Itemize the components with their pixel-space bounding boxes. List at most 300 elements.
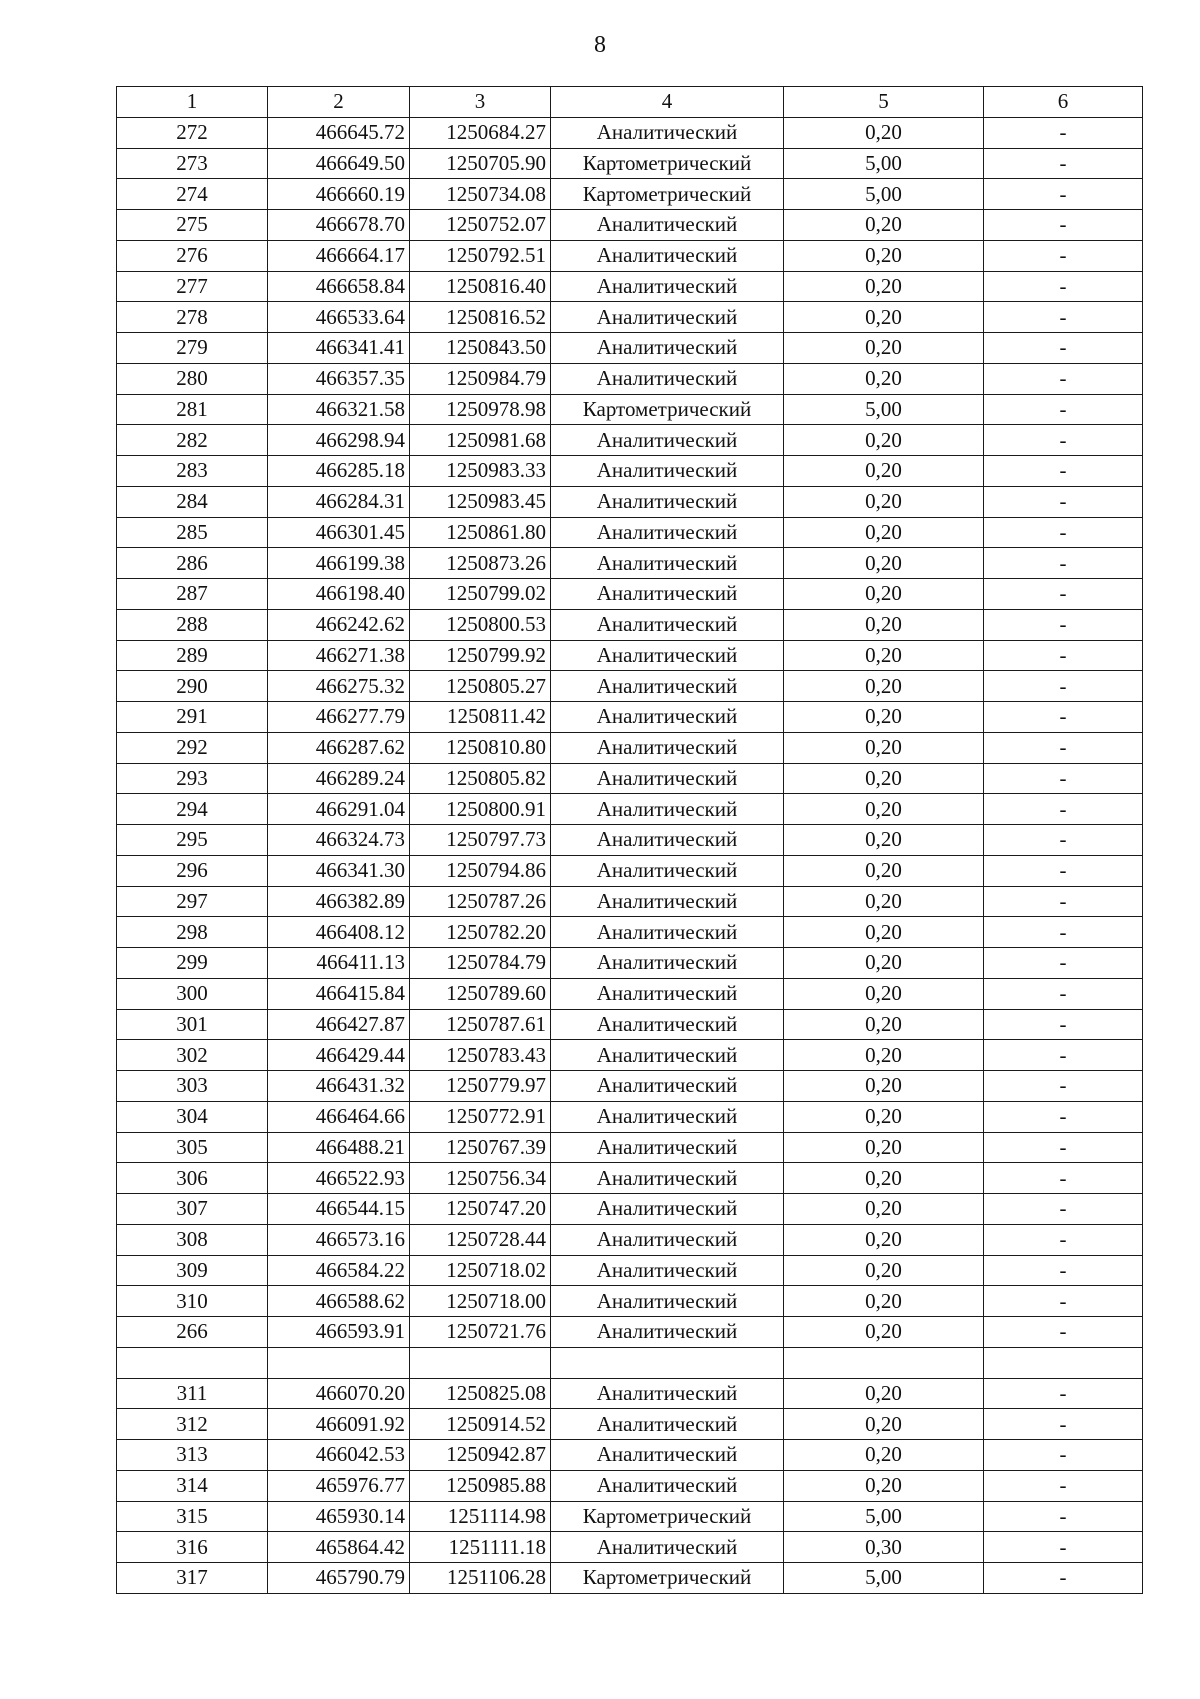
point-number-cell: 289 bbox=[117, 640, 268, 671]
note-cell: - bbox=[984, 886, 1143, 917]
x-coordinate-cell: 466573.16 bbox=[268, 1224, 410, 1255]
method-cell: Аналитический bbox=[551, 1071, 784, 1102]
table-row bbox=[117, 179, 1143, 210]
x-coordinate-cell: 466429.44 bbox=[268, 1040, 410, 1071]
note-cell: - bbox=[984, 671, 1143, 702]
method-cell: Аналитический bbox=[551, 517, 784, 548]
y-coordinate-cell: 1250783.43 bbox=[410, 1040, 551, 1071]
method-cell: Аналитический bbox=[551, 425, 784, 456]
table-row bbox=[117, 240, 1143, 271]
y-coordinate-cell: 1250811.42 bbox=[410, 702, 551, 733]
x-coordinate-cell: 466287.62 bbox=[268, 732, 410, 763]
x-coordinate-cell: 466522.93 bbox=[268, 1163, 410, 1194]
table-row bbox=[117, 640, 1143, 671]
accuracy-cell: 0,20 bbox=[784, 333, 984, 364]
header-col-6: 6 bbox=[984, 87, 1143, 118]
page-number: 8 bbox=[594, 32, 606, 58]
y-coordinate-cell: 1250705.90 bbox=[410, 148, 551, 179]
y-coordinate-cell: 1250797.73 bbox=[410, 825, 551, 856]
note-cell: - bbox=[984, 1132, 1143, 1163]
x-coordinate-cell: 466242.62 bbox=[268, 609, 410, 640]
y-coordinate-cell: 1250734.08 bbox=[410, 179, 551, 210]
point-number-cell: 284 bbox=[117, 486, 268, 517]
coordinates-table bbox=[116, 86, 1143, 1594]
accuracy-cell: 0,20 bbox=[784, 1409, 984, 1440]
note-cell: - bbox=[984, 1409, 1143, 1440]
point-number-cell: 296 bbox=[117, 855, 268, 886]
note-cell: - bbox=[984, 548, 1143, 579]
accuracy-cell: 0,20 bbox=[784, 1470, 984, 1501]
method-cell: Аналитический bbox=[551, 886, 784, 917]
table-row bbox=[117, 333, 1143, 364]
point-number-cell: 293 bbox=[117, 763, 268, 794]
table-row bbox=[117, 1470, 1143, 1501]
method-cell: Аналитический bbox=[551, 1040, 784, 1071]
point-number-cell: 274 bbox=[117, 179, 268, 210]
accuracy-cell: 0,20 bbox=[784, 825, 984, 856]
table-row bbox=[117, 702, 1143, 733]
y-coordinate-cell: 1250843.50 bbox=[410, 333, 551, 364]
method-cell: Аналитический bbox=[551, 1101, 784, 1132]
method-cell: Аналитический bbox=[551, 486, 784, 517]
note-cell: - bbox=[984, 117, 1143, 148]
y-coordinate-cell: 1250983.33 bbox=[410, 456, 551, 487]
x-coordinate-cell: 466382.89 bbox=[268, 886, 410, 917]
point-number-cell bbox=[117, 1347, 268, 1378]
y-coordinate-cell: 1250981.68 bbox=[410, 425, 551, 456]
accuracy-cell: 0,20 bbox=[784, 948, 984, 979]
y-coordinate-cell: 1250800.53 bbox=[410, 609, 551, 640]
method-cell: Картометрический bbox=[551, 1563, 784, 1594]
x-coordinate-cell: 465790.79 bbox=[268, 1563, 410, 1594]
point-number-cell: 307 bbox=[117, 1194, 268, 1225]
note-cell: - bbox=[984, 1470, 1143, 1501]
method-cell: Аналитический bbox=[551, 548, 784, 579]
method-cell: Аналитический bbox=[551, 1409, 784, 1440]
accuracy-cell: 0,20 bbox=[784, 117, 984, 148]
method-cell: Аналитический bbox=[551, 210, 784, 241]
table-row bbox=[117, 671, 1143, 702]
note-cell: - bbox=[984, 855, 1143, 886]
point-number-cell: 309 bbox=[117, 1255, 268, 1286]
accuracy-cell: 0,20 bbox=[784, 363, 984, 394]
y-coordinate-cell: 1250942.87 bbox=[410, 1440, 551, 1471]
note-cell: - bbox=[984, 1317, 1143, 1348]
accuracy-cell: 0,20 bbox=[784, 1255, 984, 1286]
method-cell: Аналитический bbox=[551, 1286, 784, 1317]
accuracy-cell: 0,20 bbox=[784, 240, 984, 271]
x-coordinate-cell: 466277.79 bbox=[268, 702, 410, 733]
x-coordinate-cell: 466199.38 bbox=[268, 548, 410, 579]
y-coordinate-cell: 1250767.39 bbox=[410, 1132, 551, 1163]
y-coordinate-cell: 1251114.98 bbox=[410, 1501, 551, 1532]
method-cell: Аналитический bbox=[551, 271, 784, 302]
table-row bbox=[117, 1255, 1143, 1286]
table-row bbox=[117, 117, 1143, 148]
point-number-cell: 286 bbox=[117, 548, 268, 579]
accuracy-cell: 0,20 bbox=[784, 1009, 984, 1040]
accuracy-cell: 0,20 bbox=[784, 486, 984, 517]
accuracy-cell: 0,20 bbox=[784, 517, 984, 548]
header-row bbox=[117, 87, 1143, 118]
point-number-cell: 266 bbox=[117, 1317, 268, 1348]
x-coordinate-cell: 466645.72 bbox=[268, 117, 410, 148]
accuracy-cell: 0,20 bbox=[784, 1286, 984, 1317]
accuracy-cell: 0,20 bbox=[784, 1163, 984, 1194]
accuracy-cell: 0,20 bbox=[784, 763, 984, 794]
method-cell: Аналитический bbox=[551, 240, 784, 271]
x-coordinate-cell: 466285.18 bbox=[268, 456, 410, 487]
note-cell: - bbox=[984, 486, 1143, 517]
accuracy-cell: 5,00 bbox=[784, 179, 984, 210]
method-cell: Картометрический bbox=[551, 1501, 784, 1532]
accuracy-cell: 0,20 bbox=[784, 1317, 984, 1348]
note-cell: - bbox=[984, 425, 1143, 456]
point-number-cell: 301 bbox=[117, 1009, 268, 1040]
accuracy-cell: 0,20 bbox=[784, 579, 984, 610]
x-coordinate-cell: 466649.50 bbox=[268, 148, 410, 179]
y-coordinate-cell: 1250718.02 bbox=[410, 1255, 551, 1286]
table-row bbox=[117, 732, 1143, 763]
point-number-cell: 303 bbox=[117, 1071, 268, 1102]
note-cell: - bbox=[984, 579, 1143, 610]
note-cell: - bbox=[984, 1009, 1143, 1040]
method-cell: Аналитический bbox=[551, 702, 784, 733]
point-number-cell: 295 bbox=[117, 825, 268, 856]
x-coordinate-cell: 466341.30 bbox=[268, 855, 410, 886]
x-coordinate-cell: 466275.32 bbox=[268, 671, 410, 702]
note-cell: - bbox=[984, 363, 1143, 394]
y-coordinate-cell: 1250914.52 bbox=[410, 1409, 551, 1440]
table-row bbox=[117, 1563, 1143, 1594]
note-cell: - bbox=[984, 1163, 1143, 1194]
x-coordinate-cell: 466660.19 bbox=[268, 179, 410, 210]
note-cell: - bbox=[984, 148, 1143, 179]
x-coordinate-cell: 466533.64 bbox=[268, 302, 410, 333]
method-cell: Аналитический bbox=[551, 363, 784, 394]
point-number-cell: 297 bbox=[117, 886, 268, 917]
point-number-cell: 282 bbox=[117, 425, 268, 456]
y-coordinate-cell: 1250772.91 bbox=[410, 1101, 551, 1132]
table-row bbox=[117, 1163, 1143, 1194]
x-coordinate-cell: 466411.13 bbox=[268, 948, 410, 979]
table-row bbox=[117, 1101, 1143, 1132]
note-cell: - bbox=[984, 1532, 1143, 1563]
table-row bbox=[117, 1194, 1143, 1225]
note-cell: - bbox=[984, 609, 1143, 640]
y-coordinate-cell: 1250756.34 bbox=[410, 1163, 551, 1194]
table-row bbox=[117, 978, 1143, 1009]
table-row bbox=[117, 456, 1143, 487]
table-row bbox=[117, 425, 1143, 456]
x-coordinate-cell: 466408.12 bbox=[268, 917, 410, 948]
accuracy-cell: 0,20 bbox=[784, 271, 984, 302]
table-row bbox=[117, 855, 1143, 886]
y-coordinate-cell: 1250782.20 bbox=[410, 917, 551, 948]
accuracy-cell: 5,00 bbox=[784, 148, 984, 179]
method-cell: Аналитический bbox=[551, 1470, 784, 1501]
header-col-4: 4 bbox=[551, 87, 784, 118]
table-row bbox=[117, 1224, 1143, 1255]
y-coordinate-cell: 1250984.79 bbox=[410, 363, 551, 394]
point-number-cell: 302 bbox=[117, 1040, 268, 1071]
note-cell: - bbox=[984, 1563, 1143, 1594]
note-cell: - bbox=[984, 1194, 1143, 1225]
y-coordinate-cell: 1251106.28 bbox=[410, 1563, 551, 1594]
method-cell: Аналитический bbox=[551, 1378, 784, 1409]
method-cell: Аналитический bbox=[551, 1440, 784, 1471]
accuracy-cell: 0,30 bbox=[784, 1532, 984, 1563]
table-row bbox=[117, 794, 1143, 825]
table-row bbox=[117, 1501, 1143, 1532]
table-row bbox=[117, 1532, 1143, 1563]
note-cell: - bbox=[984, 456, 1143, 487]
x-coordinate-cell: 466301.45 bbox=[268, 517, 410, 548]
note-cell: - bbox=[984, 1040, 1143, 1071]
accuracy-cell: 0,20 bbox=[784, 1378, 984, 1409]
point-number-cell: 275 bbox=[117, 210, 268, 241]
header-col-2: 2 bbox=[268, 87, 410, 118]
point-number-cell: 290 bbox=[117, 671, 268, 702]
accuracy-cell: 0,20 bbox=[784, 456, 984, 487]
accuracy-cell: 0,20 bbox=[784, 548, 984, 579]
method-cell: Аналитический bbox=[551, 1194, 784, 1225]
table-row bbox=[117, 1009, 1143, 1040]
note-cell: - bbox=[984, 640, 1143, 671]
method-cell: Аналитический bbox=[551, 333, 784, 364]
point-number-cell: 308 bbox=[117, 1224, 268, 1255]
x-coordinate-cell: 466321.58 bbox=[268, 394, 410, 425]
point-number-cell: 288 bbox=[117, 609, 268, 640]
method-cell: Картометрический bbox=[551, 148, 784, 179]
point-number-cell: 310 bbox=[117, 1286, 268, 1317]
table-row bbox=[117, 579, 1143, 610]
point-number-cell: 312 bbox=[117, 1409, 268, 1440]
table-row bbox=[117, 1132, 1143, 1163]
x-coordinate-cell: 466271.38 bbox=[268, 640, 410, 671]
note-cell: - bbox=[984, 948, 1143, 979]
point-number-cell: 273 bbox=[117, 148, 268, 179]
method-cell: Аналитический bbox=[551, 855, 784, 886]
note-cell: - bbox=[984, 1071, 1143, 1102]
accuracy-cell: 0,20 bbox=[784, 1132, 984, 1163]
accuracy-cell: 0,20 bbox=[784, 302, 984, 333]
accuracy-cell: 0,20 bbox=[784, 917, 984, 948]
table-row bbox=[117, 1347, 1143, 1378]
point-number-cell: 291 bbox=[117, 702, 268, 733]
method-cell: Картометрический bbox=[551, 394, 784, 425]
table-row bbox=[117, 825, 1143, 856]
method-cell: Аналитический bbox=[551, 117, 784, 148]
method-cell: Аналитический bbox=[551, 794, 784, 825]
method-cell: Аналитический bbox=[551, 1532, 784, 1563]
x-coordinate-cell: 466070.20 bbox=[268, 1378, 410, 1409]
x-coordinate-cell: 466427.87 bbox=[268, 1009, 410, 1040]
point-number-cell: 287 bbox=[117, 579, 268, 610]
accuracy-cell: 0,20 bbox=[784, 1101, 984, 1132]
accuracy-cell: 0,20 bbox=[784, 978, 984, 1009]
x-coordinate-cell bbox=[268, 1347, 410, 1378]
accuracy-cell: 0,20 bbox=[784, 732, 984, 763]
method-cell: Аналитический bbox=[551, 948, 784, 979]
table-row bbox=[117, 363, 1143, 394]
y-coordinate-cell: 1251111.18 bbox=[410, 1532, 551, 1563]
y-coordinate-cell: 1250799.92 bbox=[410, 640, 551, 671]
method-cell: Аналитический bbox=[551, 671, 784, 702]
y-coordinate-cell: 1250805.27 bbox=[410, 671, 551, 702]
y-coordinate-cell: 1250684.27 bbox=[410, 117, 551, 148]
x-coordinate-cell: 466678.70 bbox=[268, 210, 410, 241]
table-row bbox=[117, 1378, 1143, 1409]
header-col-3: 3 bbox=[410, 87, 551, 118]
table-row bbox=[117, 1040, 1143, 1071]
point-number-cell: 313 bbox=[117, 1440, 268, 1471]
method-cell: Аналитический bbox=[551, 456, 784, 487]
method-cell: Аналитический bbox=[551, 302, 784, 333]
note-cell: - bbox=[984, 978, 1143, 1009]
note-cell: - bbox=[984, 1255, 1143, 1286]
table-row bbox=[117, 917, 1143, 948]
table-row bbox=[117, 486, 1143, 517]
y-coordinate-cell: 1250805.82 bbox=[410, 763, 551, 794]
note-cell: - bbox=[984, 179, 1143, 210]
y-coordinate-cell: 1250787.61 bbox=[410, 1009, 551, 1040]
table-row bbox=[117, 886, 1143, 917]
accuracy-cell: 0,20 bbox=[784, 1040, 984, 1071]
header-col-5: 5 bbox=[784, 87, 984, 118]
x-coordinate-cell: 466488.21 bbox=[268, 1132, 410, 1163]
y-coordinate-cell: 1250752.07 bbox=[410, 210, 551, 241]
x-coordinate-cell: 466289.24 bbox=[268, 763, 410, 794]
x-coordinate-cell: 466291.04 bbox=[268, 794, 410, 825]
method-cell: Картометрический bbox=[551, 179, 784, 210]
y-coordinate-cell: 1250779.97 bbox=[410, 1071, 551, 1102]
note-cell: - bbox=[984, 732, 1143, 763]
y-coordinate-cell: 1250810.80 bbox=[410, 732, 551, 763]
y-coordinate-cell: 1250978.98 bbox=[410, 394, 551, 425]
point-number-cell: 315 bbox=[117, 1501, 268, 1532]
y-coordinate-cell: 1250816.40 bbox=[410, 271, 551, 302]
accuracy-cell: 0,20 bbox=[784, 671, 984, 702]
x-coordinate-cell: 465930.14 bbox=[268, 1501, 410, 1532]
method-cell: Аналитический bbox=[551, 1224, 784, 1255]
method-cell: Аналитический bbox=[551, 732, 784, 763]
note-cell: - bbox=[984, 794, 1143, 825]
point-number-cell: 298 bbox=[117, 917, 268, 948]
table-row bbox=[117, 609, 1143, 640]
method-cell: Аналитический bbox=[551, 825, 784, 856]
x-coordinate-cell: 466593.91 bbox=[268, 1317, 410, 1348]
x-coordinate-cell: 466544.15 bbox=[268, 1194, 410, 1225]
point-number-cell: 304 bbox=[117, 1101, 268, 1132]
point-number-cell: 283 bbox=[117, 456, 268, 487]
note-cell: - bbox=[984, 1101, 1143, 1132]
x-coordinate-cell: 466284.31 bbox=[268, 486, 410, 517]
y-coordinate-cell: 1250873.26 bbox=[410, 548, 551, 579]
y-coordinate-cell: 1250983.45 bbox=[410, 486, 551, 517]
table-row bbox=[117, 763, 1143, 794]
accuracy-cell: 0,20 bbox=[784, 210, 984, 241]
note-cell: - bbox=[984, 210, 1143, 241]
table-row bbox=[117, 1409, 1143, 1440]
x-coordinate-cell: 466464.66 bbox=[268, 1101, 410, 1132]
y-coordinate-cell: 1250825.08 bbox=[410, 1378, 551, 1409]
point-number-cell: 279 bbox=[117, 333, 268, 364]
table-row bbox=[117, 302, 1143, 333]
table-row bbox=[117, 210, 1143, 241]
note-cell: - bbox=[984, 917, 1143, 948]
note-cell: - bbox=[984, 394, 1143, 425]
table-body bbox=[117, 117, 1143, 1593]
note-cell: - bbox=[984, 1286, 1143, 1317]
note-cell: - bbox=[984, 1501, 1143, 1532]
y-coordinate-cell: 1250985.88 bbox=[410, 1470, 551, 1501]
method-cell: Аналитический bbox=[551, 609, 784, 640]
y-coordinate-cell: 1250728.44 bbox=[410, 1224, 551, 1255]
table-row bbox=[117, 1071, 1143, 1102]
y-coordinate-cell: 1250718.00 bbox=[410, 1286, 551, 1317]
accuracy-cell: 0,20 bbox=[784, 702, 984, 733]
accuracy-cell bbox=[784, 1347, 984, 1378]
method-cell: Аналитический bbox=[551, 1009, 784, 1040]
accuracy-cell: 0,20 bbox=[784, 1440, 984, 1471]
y-coordinate-cell: 1250747.20 bbox=[410, 1194, 551, 1225]
y-coordinate-cell: 1250861.80 bbox=[410, 517, 551, 548]
x-coordinate-cell: 466091.92 bbox=[268, 1409, 410, 1440]
table-row bbox=[117, 1286, 1143, 1317]
note-cell: - bbox=[984, 240, 1143, 271]
method-cell: Аналитический bbox=[551, 1317, 784, 1348]
accuracy-cell: 0,20 bbox=[784, 1224, 984, 1255]
table-row bbox=[117, 148, 1143, 179]
point-number-cell: 300 bbox=[117, 978, 268, 1009]
x-coordinate-cell: 465864.42 bbox=[268, 1532, 410, 1563]
y-coordinate-cell: 1250784.79 bbox=[410, 948, 551, 979]
point-number-cell: 292 bbox=[117, 732, 268, 763]
x-coordinate-cell: 465976.77 bbox=[268, 1470, 410, 1501]
x-coordinate-cell: 466664.17 bbox=[268, 240, 410, 271]
method-cell: Аналитический bbox=[551, 763, 784, 794]
note-cell: - bbox=[984, 302, 1143, 333]
point-number-cell: 294 bbox=[117, 794, 268, 825]
method-cell: Аналитический bbox=[551, 1255, 784, 1286]
y-coordinate-cell: 1250721.76 bbox=[410, 1317, 551, 1348]
x-coordinate-cell: 466298.94 bbox=[268, 425, 410, 456]
note-cell: - bbox=[984, 333, 1143, 364]
point-number-cell: 317 bbox=[117, 1563, 268, 1594]
point-number-cell: 285 bbox=[117, 517, 268, 548]
x-coordinate-cell: 466198.40 bbox=[268, 579, 410, 610]
table-row bbox=[117, 948, 1143, 979]
y-coordinate-cell: 1250794.86 bbox=[410, 855, 551, 886]
accuracy-cell: 0,20 bbox=[784, 886, 984, 917]
point-number-cell: 278 bbox=[117, 302, 268, 333]
table-row bbox=[117, 271, 1143, 302]
accuracy-cell: 5,00 bbox=[784, 394, 984, 425]
y-coordinate-cell: 1250816.52 bbox=[410, 302, 551, 333]
point-number-cell: 314 bbox=[117, 1470, 268, 1501]
accuracy-cell: 0,20 bbox=[784, 425, 984, 456]
table-row bbox=[117, 517, 1143, 548]
x-coordinate-cell: 466324.73 bbox=[268, 825, 410, 856]
x-coordinate-cell: 466584.22 bbox=[268, 1255, 410, 1286]
note-cell: - bbox=[984, 1224, 1143, 1255]
point-number-cell: 305 bbox=[117, 1132, 268, 1163]
method-cell: Аналитический bbox=[551, 579, 784, 610]
table-row bbox=[117, 394, 1143, 425]
point-number-cell: 281 bbox=[117, 394, 268, 425]
accuracy-cell: 0,20 bbox=[784, 640, 984, 671]
